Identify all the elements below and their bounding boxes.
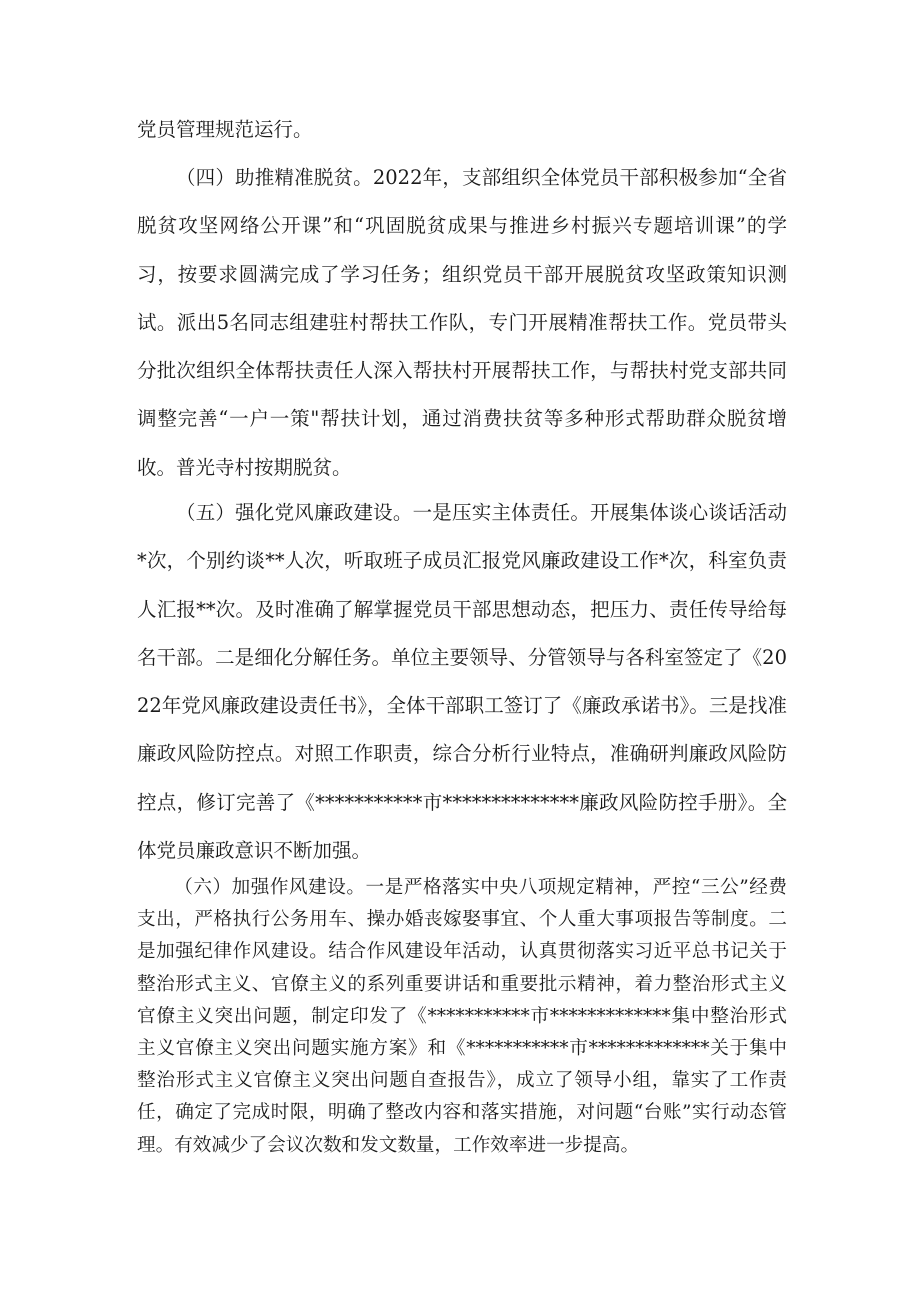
paragraph-work-style: （六）加强作风建设。一是严格落实中央八项规定精神，严控“三公”经费支出，严格执行公务用车、操办婚丧嫁娶事宜、个人重大事项报告等制度。二是加强纪律作风建设。结合作风建设年活动，认真贯彻落实习近平总书记关于整治形式主义、官僚主义的系列重要讲话和重要批示精神，着力整治形式主义官僚主义突出问题，制定印发了《***********市*************集中整治形式主义官僚主义突出问题实施方案》和《***********市*************关于集中整治形式主义官僚主义突出问题自查报告》，成立了领导小组，靠实了工作责任，确定了完成时限，明确了整改内容和落实措施，对问题“台账”实行动态管理。有效减少了会议次数和发文数量，工作效率进一步提高。 [137, 877, 787, 1156]
paragraph-clean-governance: （五）强化党风廉政建设。一是压实主体责任。开展集体谈心谈话活动*次，个别约谈**人次，听取班子成员汇报党风廉政建设工作*次，科室负责人汇报**次。及时准确了解掌握党员干部思想动态，把压力、责任传导给每名干部。二是细化分解任务。单位主要领导、分管领导与各科室签定了《2022年党风廉政建设责任书》，全体干部职工签订了《廉政承诺书》。三是找准廉政风险防控点。对照工作职责，综合分析行业特点，准确研判廉政风险防控点，修订完善了《***********市**************廉政风险防控手册》。全体党员廉政意识不断加强。 [137, 501, 787, 863]
paragraph-poverty-alleviation: （四）助推精准脱贫。2022年，支部组织全体党员干部积极参加“全省脱贫攻坚网络公开课”和“巩固脱贫成果与推进乡村振兴专题培训课”的学习，按要求圆满完成了学习任务；组织党员干部开展脱贫攻坚政策知识测试。派出5名同志组建驻村帮扶工作队，专门开展精准帮扶工作。党员带头分批次组织全体帮扶责任人深入帮扶村开展帮扶工作，与帮扶村党支部共同调整完善“一户一策"帮扶计划，通过消费扶贫等多种形式帮助群众脱贫增收。普光寺村按期脱贫。 [137, 166, 787, 479]
paragraph-continuation: 党员管理规范运行。 [137, 118, 313, 141]
